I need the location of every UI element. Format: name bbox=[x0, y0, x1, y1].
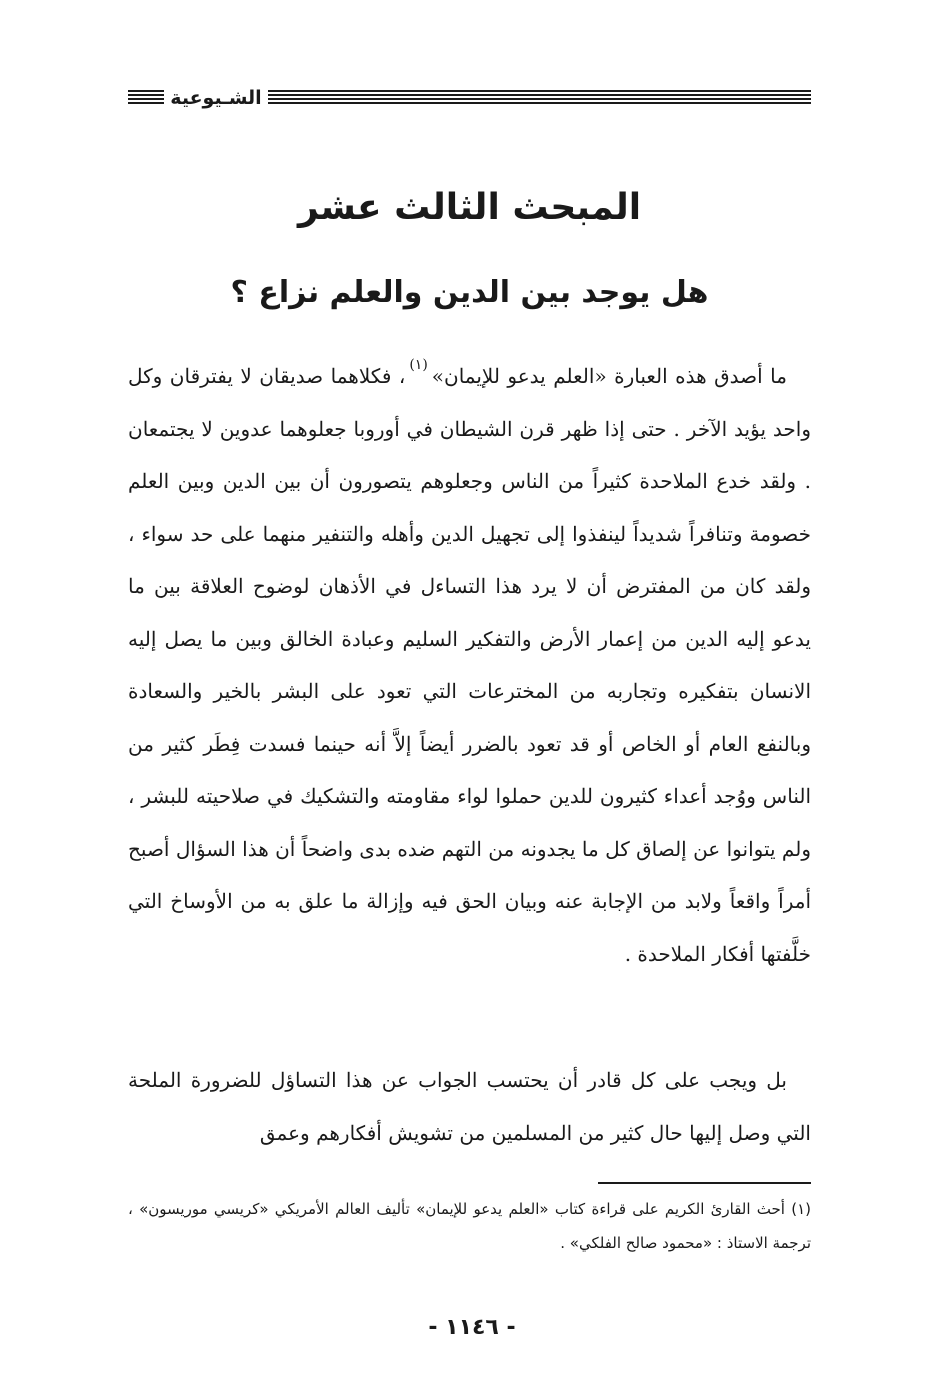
footnote-text: (١) أحث القارئ الكريم على قراءة كتاب «العلم يدعو للإيمان» تأليف العالم الأمريكي «كريسي موريسون» ، ترجمة الاستاذ : «محمود صالح الفلكي» . bbox=[128, 1200, 811, 1252]
running-title: الشـيوعية bbox=[168, 84, 264, 112]
paragraph-1-rest: ، فكلاهما صديقان لا يفترقان وكل واحد يؤيد الآخر . حتى إذا ظهر قرن الشيطان في أوروبا جعلوهما عدوين لا يجتمعان . ولقد خدع الملاحدة كثيراً من الناس وجعلوهم يتصورون أن بين الدين وبين العلم خصومة وتنافراً شديداً لينفذوا إلى تجهيل الدين وأهله والتنفير منهما على حد سواء ، ولقد كان من المفترض أن لا يرد هذا التساءل في الأذهان لوضوح العلاقة بين ما يدعو إليه الدين من إعمار الأرض والتفكير السليم وعبادة الخالق وبين ما يصل إليه الانسان بتفكيره وتجاربه من المخترعات التي تعود على البشر بالخير والسعادة وبالنفع العام أو الخاص أو قد تعود بالضرر أيضاً إلاَّ أنه حينما فسدت فِطَر كثير من الناس ووُجد أعداء كثيرون للدين حملوا لواء مقاومته والتشكيك في صلاحيته للبشر ، ولم يتوانوا عن إلصاق كل ما يجدونه من التهم ضده بدى واضحاً أن هذا السؤال أصبح أمراً واقعاً ولابد من الإجابة عنه وبيان الحق فيه وإزالة ما علق به من الأوساخ التي خلَّفتها أفكار الملاحدة . bbox=[128, 364, 812, 966]
paragraph-1-lead: ما أصدق هذه العبارة «العلم يدعو للإيمان» bbox=[431, 364, 787, 388]
running-header bbox=[128, 80, 811, 114]
header-rule-right bbox=[128, 90, 164, 106]
body-paragraph-2: بل ويجب على كل قادر أن يحتسب الجواب عن هذا التساؤل للضرورة الملحة التي وصل إليها حال كثير من المسلمين من تشويش أفكارهم وعمق bbox=[128, 1068, 811, 1145]
page-number: - ١١٤٦ - bbox=[428, 1315, 516, 1340]
chapter-title: المبحث الثالث عشر bbox=[297, 187, 642, 228]
body-paragraph-1 bbox=[128, 350, 811, 980]
footnote-divider bbox=[598, 1182, 811, 1184]
footnote-reference: (١) bbox=[409, 357, 428, 373]
header-rule-left bbox=[268, 90, 811, 106]
chapter-subtitle: هل يوجد بين الدين والعلم نزاع ؟ bbox=[230, 275, 709, 310]
